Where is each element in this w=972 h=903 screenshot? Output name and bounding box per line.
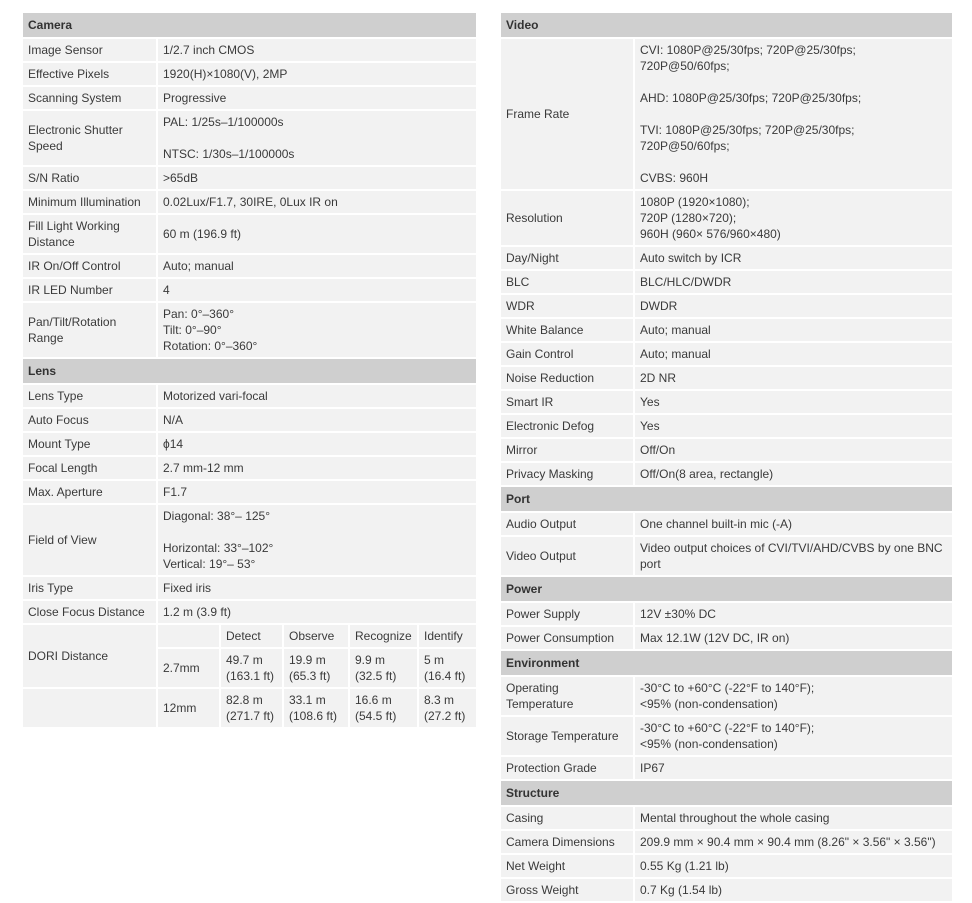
spec-value-line: Horizontal: 33°–102° Vertical: 19°– 53° — [163, 541, 274, 571]
spec-label: Gain Control — [501, 343, 635, 365]
spec-value: Video output choices of CVI/TVI/AHD/CVBS by one BNC port — [635, 537, 952, 575]
spec-label: Camera Dimensions — [501, 831, 635, 853]
spec-row-storage-temperature — [501, 717, 952, 755]
dori-header-recognize: Recognize — [350, 625, 419, 647]
spec-row-mirror — [501, 439, 952, 461]
spec-label: Audio Output — [501, 513, 635, 535]
spec-row-close-focus — [23, 601, 476, 623]
spec-label: BLC — [501, 271, 635, 293]
spec-row-protection-grade — [501, 757, 952, 779]
spec-row-min-illumination — [23, 191, 476, 213]
spec-value — [158, 111, 476, 165]
spec-row-auto-focus — [23, 409, 476, 431]
spec-label: Operating Temperature — [501, 677, 635, 715]
section-header-lens — [23, 359, 476, 383]
spec-label: Field of View — [23, 505, 158, 575]
dori-value: 49.7 m (163.1 ft) — [221, 649, 284, 687]
spec-label: Fill Light Working Distance — [23, 215, 158, 253]
spec-row-privacy-masking — [501, 463, 952, 485]
spec-value: 0.55 Kg (1.21 lb) — [635, 855, 952, 877]
spec-label: S/N Ratio — [23, 167, 158, 189]
spec-value — [635, 39, 952, 189]
spec-label: IR On/Off Control — [23, 255, 158, 277]
spec-row-power-consumption — [501, 627, 952, 649]
spec-value-line: AHD: 1080P@25/30fps; 720P@25/30fps; — [640, 91, 862, 105]
dori-header-observe: Observe — [284, 625, 350, 647]
spec-row-fill-light-distance — [23, 215, 476, 253]
spec-value: 0.7 Kg (1.54 lb) — [635, 879, 952, 901]
section-header-camera — [23, 13, 476, 37]
spec-row-iris-type — [23, 577, 476, 599]
spec-value: Pan: 0°–360° Tilt: 0°–90° Rotation: 0°–360° — [158, 303, 476, 357]
section-header-power — [501, 577, 952, 601]
spec-label: Mirror — [501, 439, 635, 461]
spec-value: DWDR — [635, 295, 952, 317]
dori-corner-cell — [158, 625, 221, 647]
spec-value: 209.9 mm × 90.4 mm × 90.4 mm (8.26" × 3.56" × 3.56") — [635, 831, 952, 853]
dori-value: 16.6 m (54.5 ft) — [350, 689, 419, 727]
spec-label: Power Supply — [501, 603, 635, 625]
dori-header-detect: Detect — [221, 625, 284, 647]
spec-label: Power Consumption — [501, 627, 635, 649]
section-title: Structure — [501, 781, 952, 805]
spec-row-lens-type — [23, 385, 476, 407]
spec-row-max-aperture — [23, 481, 476, 503]
spec-row-focal-length — [23, 457, 476, 479]
spec-row-operating-temperature — [501, 677, 952, 715]
spec-value-line: NTSC: 1/30s–1/100000s — [163, 147, 295, 161]
spec-value: F1.7 — [158, 481, 476, 503]
spec-label: Smart IR — [501, 391, 635, 413]
spec-label: Gross Weight — [501, 879, 635, 901]
spec-value: 1080P (1920×1080); 720P (1280×720); 960H (960× 576/960×480) — [635, 191, 952, 245]
spec-row-ir-led-number — [23, 279, 476, 301]
spec-row-day-night — [501, 247, 952, 269]
spec-value: Yes — [635, 391, 952, 413]
section-header-environment — [501, 651, 952, 675]
spec-row-ir-control — [23, 255, 476, 277]
spec-row-sn-ratio — [23, 167, 476, 189]
spec-value: 1/2.7 inch CMOS — [158, 39, 476, 61]
spec-row-camera-dimensions — [501, 831, 952, 853]
spec-value: -30°C to +60°C (-22°F to 140°F); <95% (non-condensation) — [635, 677, 952, 715]
spec-label: Noise Reduction — [501, 367, 635, 389]
spec-row-shutter-speed — [23, 111, 476, 165]
spec-value: 1.2 m (3.9 ft) — [158, 601, 476, 623]
spec-label: Max. Aperture — [23, 481, 158, 503]
spec-value: Max 12.1W (12V DC, IR on) — [635, 627, 952, 649]
section-title: Lens — [23, 359, 476, 383]
spec-label: Resolution — [501, 191, 635, 245]
spec-label: Frame Rate — [501, 39, 635, 189]
spec-label: Day/Night — [501, 247, 635, 269]
dori-lens-label: 12mm — [158, 689, 221, 727]
dori-value: 82.8 m (271.7 ft) — [221, 689, 284, 727]
spec-value: Auto; manual — [158, 255, 476, 277]
spec-label: Pan/Tilt/Rotation Range — [23, 303, 158, 357]
spec-label: Lens Type — [23, 385, 158, 407]
spec-label: Iris Type — [23, 577, 158, 599]
spec-label: Close Focus Distance — [23, 601, 158, 623]
spec-value: Off/On(8 area, rectangle) — [635, 463, 952, 485]
spec-label: Scanning System — [23, 87, 158, 109]
section-title: Camera — [23, 13, 476, 37]
spec-value-line: TVI: 1080P@25/30fps; 720P@25/30fps; 720P@50/60fps; — [640, 123, 855, 153]
dori-empty-cell — [23, 689, 158, 727]
spec-row-smart-ir — [501, 391, 952, 413]
spec-value: IP67 — [635, 757, 952, 779]
spec-value — [158, 505, 476, 575]
spec-label: Casing — [501, 807, 635, 829]
section-header-port — [501, 487, 952, 511]
dori-header-identify: Identify — [419, 625, 476, 647]
spec-row-net-weight — [501, 855, 952, 877]
spec-label: Mount Type — [23, 433, 158, 455]
spec-row-casing — [501, 807, 952, 829]
dori-label: DORI Distance — [23, 625, 158, 687]
spec-label: White Balance — [501, 319, 635, 341]
spec-value: Fixed iris — [158, 577, 476, 599]
spec-label: Net Weight — [501, 855, 635, 877]
section-header-video — [501, 13, 952, 37]
spec-label: Effective Pixels — [23, 63, 158, 85]
spec-label: Minimum Illumination — [23, 191, 158, 213]
section-title: Port — [501, 487, 952, 511]
spec-value: Auto; manual — [635, 319, 952, 341]
spec-row-image-sensor — [23, 39, 476, 61]
spec-value-line: PAL: 1/25s–1/100000s — [163, 115, 284, 129]
spec-row-video-output — [501, 537, 952, 575]
spec-value: 60 m (196.9 ft) — [158, 215, 476, 253]
spec-value-line: Diagonal: 38°– 125° — [163, 509, 271, 523]
spec-label: Image Sensor — [23, 39, 158, 61]
spec-label: IR LED Number — [23, 279, 158, 301]
spec-value: ϕ14 — [158, 433, 476, 455]
spec-row-gross-weight — [501, 879, 952, 901]
spec-row-resolution — [501, 191, 952, 245]
spec-value: Auto; manual — [635, 343, 952, 365]
dori-value: 19.9 m (65.3 ft) — [284, 649, 350, 687]
spec-value: -30°C to +60°C (-22°F to 140°F); <95% (non-condensation) — [635, 717, 952, 755]
spec-row-electronic-defog — [501, 415, 952, 437]
dori-value: 5 m (16.4 ft) — [419, 649, 476, 687]
spec-row-scanning-system — [23, 87, 476, 109]
spec-value-line: CVBS: 960H — [640, 171, 709, 185]
spec-value: BLC/HLC/DWDR — [635, 271, 952, 293]
spec-value: 1920(H)×1080(V), 2MP — [158, 63, 476, 85]
spec-value: 12V ±30% DC — [635, 603, 952, 625]
spec-row-mount-type — [23, 433, 476, 455]
spec-value: N/A — [158, 409, 476, 431]
spec-value: >65dB — [158, 167, 476, 189]
spec-value: 2D NR — [635, 367, 952, 389]
spec-value: Motorized vari-focal — [158, 385, 476, 407]
spec-label: Electronic Defog — [501, 415, 635, 437]
left-spec-column — [23, 11, 476, 729]
section-header-structure — [501, 781, 952, 805]
spec-row-power-supply — [501, 603, 952, 625]
right-spec-column — [501, 11, 952, 903]
spec-value: Progressive — [158, 87, 476, 109]
spec-row-frame-rate — [501, 39, 952, 189]
spec-row-gain-control — [501, 343, 952, 365]
spec-row-wdr — [501, 295, 952, 317]
spec-row-effective-pixels — [23, 63, 476, 85]
dori-header-row — [23, 625, 476, 647]
spec-value: 2.7 mm-12 mm — [158, 457, 476, 479]
spec-value: Auto switch by ICR — [635, 247, 952, 269]
spec-value: One channel built-in mic (-A) — [635, 513, 952, 535]
spec-row-field-of-view — [23, 505, 476, 575]
spec-value: Off/On — [635, 439, 952, 461]
spec-row-pan-tilt-range — [23, 303, 476, 357]
dori-lens-label: 2.7mm — [158, 649, 221, 687]
spec-value: Yes — [635, 415, 952, 437]
dori-value: 9.9 m (32.5 ft) — [350, 649, 419, 687]
section-title: Environment — [501, 651, 952, 675]
spec-label: Storage Temperature — [501, 717, 635, 755]
spec-label: WDR — [501, 295, 635, 317]
spec-label: Focal Length — [23, 457, 158, 479]
spec-label: Protection Grade — [501, 757, 635, 779]
section-title: Video — [501, 13, 952, 37]
section-title: Power — [501, 577, 952, 601]
dori-row-12mm — [23, 689, 476, 727]
spec-row-blc — [501, 271, 952, 293]
spec-value: 0.02Lux/F1.7, 30IRE, 0Lux IR on — [158, 191, 476, 213]
dori-value: 33.1 m (108.6 ft) — [284, 689, 350, 727]
spec-value-line: CVI: 1080P@25/30fps; 720P@25/30fps; 720P@50/60fps; — [640, 43, 856, 73]
spec-row-noise-reduction — [501, 367, 952, 389]
spec-label: Auto Focus — [23, 409, 158, 431]
camera-lens-spec-table — [23, 11, 476, 729]
spec-label: Electronic Shutter Speed — [23, 111, 158, 165]
spec-value: Mental throughout the whole casing — [635, 807, 952, 829]
dori-value: 8.3 m (27.2 ft) — [419, 689, 476, 727]
spec-label: Video Output — [501, 537, 635, 575]
spec-row-audio-output — [501, 513, 952, 535]
spec-label: Privacy Masking — [501, 463, 635, 485]
spec-value: 4 — [158, 279, 476, 301]
spec-row-white-balance — [501, 319, 952, 341]
video-port-power-spec-table — [501, 11, 952, 903]
